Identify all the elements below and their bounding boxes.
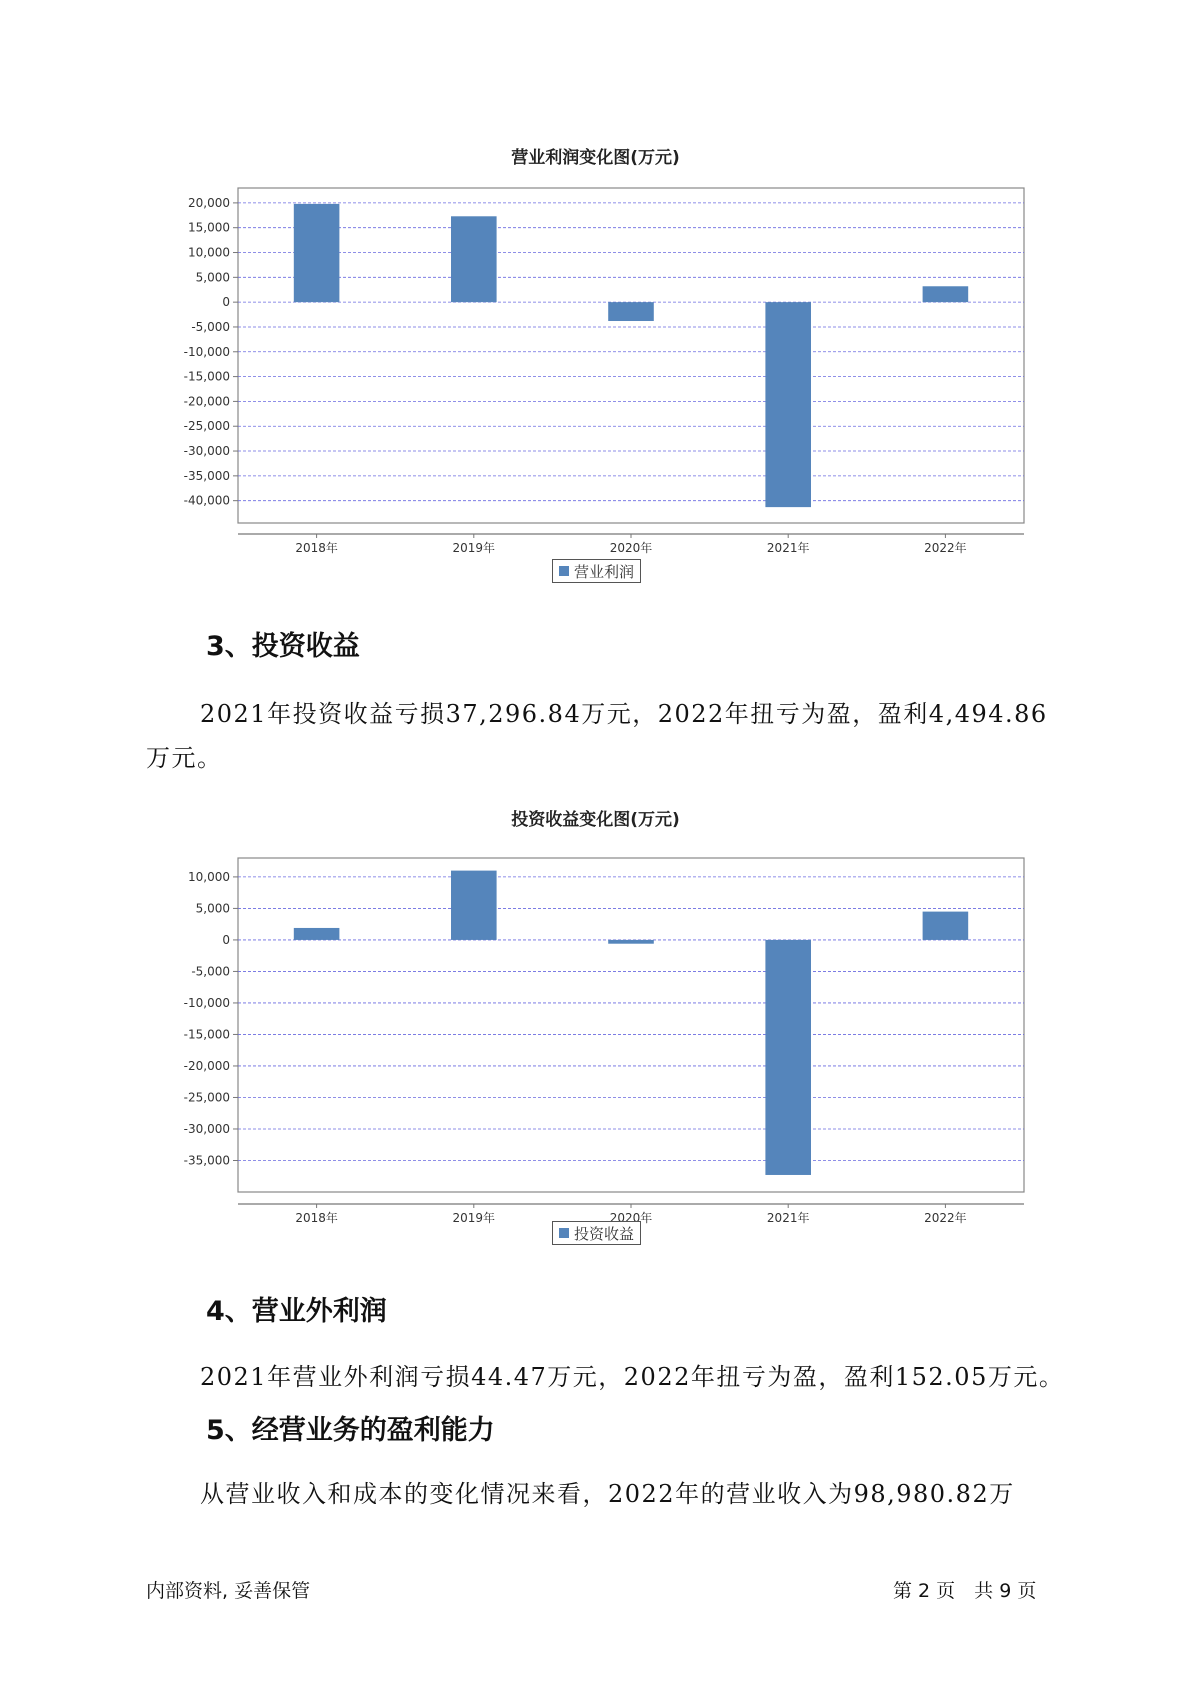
- section5-paragraph: 从营业收入和成本的变化情况来看，2022年的营业收入为98,980.82万: [200, 1480, 1015, 1508]
- legend-swatch-icon: [559, 1228, 569, 1238]
- y-tick-label: -15,000: [183, 1027, 230, 1042]
- y-tick-label: 10,000: [188, 869, 230, 884]
- section3-paragraph-line2: 万元。: [146, 744, 223, 772]
- x-tick-label: 2021年: [766, 1211, 810, 1225]
- x-tick-label: 2019年: [452, 1211, 496, 1225]
- y-tick-label: 20,000: [188, 195, 230, 210]
- y-tick-label: -40,000: [183, 493, 230, 508]
- y-tick-label: -25,000: [183, 419, 230, 434]
- chart2-legend: [552, 1221, 641, 1245]
- section5-heading: 5、经营业务的盈利能力: [206, 1415, 495, 1446]
- footer-page-number: 第 2 页 共 9 页: [893, 1580, 1037, 1602]
- section3-heading: 3、投资收益: [206, 631, 360, 662]
- y-tick-label: -15,000: [183, 369, 230, 384]
- y-tick-label: -10,000: [183, 995, 230, 1010]
- x-tick-label: 2022年: [924, 1211, 967, 1225]
- section4-paragraph: 2021年营业外利润亏损44.47万元，2022年扭亏为盈，盈利152.05万元。: [200, 1363, 1065, 1391]
- x-tick-label: 2020年: [609, 541, 653, 555]
- x-tick-label: 2019年: [452, 541, 496, 555]
- y-tick-label: -5,000: [191, 319, 230, 334]
- y-tick-label: -20,000: [183, 1058, 230, 1073]
- y-tick-label: -35,000: [183, 1153, 230, 1168]
- y-tick-label: -30,000: [183, 1121, 230, 1136]
- chart2-title: 投资收益变化图(万元): [511, 810, 680, 830]
- footer-left-note: 内部资料, 妥善保管: [146, 1580, 311, 1602]
- y-tick-label: 5,000: [195, 901, 230, 916]
- y-tick-label: 15,000: [188, 220, 230, 235]
- bar-2020年: [608, 940, 654, 944]
- y-tick-label: -10,000: [183, 344, 230, 359]
- x-tick-label: 2018年: [295, 541, 338, 555]
- x-tick-label: 2020年: [609, 1211, 653, 1225]
- y-tick-label: 5,000: [195, 270, 230, 285]
- y-tick-label: 0: [222, 932, 230, 947]
- bar-2018年: [294, 928, 340, 940]
- bar-2022年: [923, 912, 969, 940]
- section4-heading: 4、营业外利润: [206, 1296, 387, 1327]
- y-tick-label: -5,000: [191, 964, 230, 979]
- y-tick-label: -20,000: [183, 394, 230, 409]
- chart1-title: 营业利润变化图(万元): [511, 148, 680, 168]
- bar-2019年: [451, 871, 497, 940]
- y-tick-label: -35,000: [183, 468, 230, 483]
- chart2-legend-label: 投资收益: [574, 1224, 635, 1243]
- y-tick-label: 10,000: [188, 245, 230, 260]
- y-tick-label: -25,000: [183, 1090, 230, 1105]
- section3-paragraph-line1: 2021年投资收益亏损37,296.84万元，2022年扭亏为盈，盈利4,494.86: [200, 700, 1048, 728]
- x-tick-label: 2021年: [766, 541, 810, 555]
- x-tick-label: 2022年: [924, 541, 967, 555]
- y-tick-label: 0: [222, 295, 230, 310]
- x-tick-label: 2018年: [295, 1211, 338, 1225]
- chart1-legend-label: 营业利润: [574, 562, 635, 581]
- bar-2021年: [765, 940, 811, 1175]
- y-tick-label: -30,000: [183, 444, 230, 459]
